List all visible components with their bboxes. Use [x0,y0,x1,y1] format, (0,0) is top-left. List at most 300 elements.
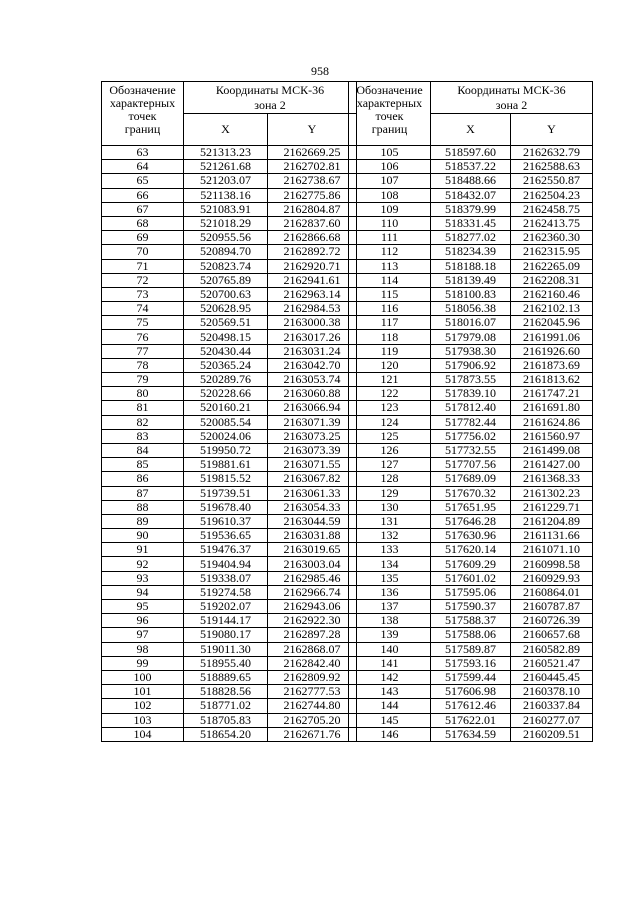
y-coordinate-cell: 2162868.07 [268,642,357,656]
point-number-cell: 77 [102,344,184,358]
point-number-cell: 84 [102,443,184,457]
table-row [349,543,593,557]
table-row [102,600,357,614]
x-coordinate-cell: 517601.02 [431,571,511,585]
table-row [349,571,593,585]
table-row [102,302,357,316]
y-coordinate-cell: 2161926.60 [511,344,593,358]
point-designation-header [349,82,431,146]
x-coordinate-cell: 521261.68 [184,160,268,174]
x-coordinate-cell: 520569.51 [184,316,268,330]
y-coordinate-cell: 2161368.33 [511,472,593,486]
point-number-cell: 124 [349,415,431,429]
x-coordinate-cell: 520955.56 [184,231,268,245]
point-number-cell: 134 [349,557,431,571]
point-number-cell: 79 [102,373,184,387]
table-row [102,174,357,188]
point-number-cell: 63 [102,146,184,160]
x-coordinate-cell: 517634.59 [431,727,511,741]
table-row [349,387,593,401]
y-coordinate-cell: 2161624.86 [511,415,593,429]
y-coordinate-cell: 2162705.20 [268,713,357,727]
y-coordinate-cell: 2162265.09 [511,259,593,273]
table-row [102,415,357,429]
y-coordinate-cell: 2163031.88 [268,529,357,543]
x-coordinate-cell: 519274.58 [184,585,268,599]
x-coordinate-cell: 517606.98 [431,685,511,699]
y-coordinate-cell: 2162504.23 [511,188,593,202]
table-row [349,202,593,216]
table-row [349,302,593,316]
point-number-cell: 114 [349,273,431,287]
y-coordinate-cell: 2162744.80 [268,699,357,713]
point-number-cell: 125 [349,429,431,443]
x-coordinate-cell: 517839.10 [431,387,511,401]
y-coordinate-cell: 2161691.80 [511,401,593,415]
x-coordinate-cell: 518277.02 [431,231,511,245]
point-number-cell: 146 [349,727,431,741]
x-coordinate-cell: 517707.56 [431,458,511,472]
table-row [102,514,357,528]
point-number-cell: 119 [349,344,431,358]
y-coordinate-cell: 2160445.45 [511,670,593,684]
table-row [102,557,357,571]
header-line: зона 2 [254,97,286,112]
x-coordinate-cell: 521138.16 [184,188,268,202]
y-coordinate-cell: 2163073.39 [268,443,357,457]
header-line: Координаты МСК-36 [457,82,566,97]
table-row [349,358,593,372]
x-coordinate-cell: 521083.91 [184,202,268,216]
y-coordinate-cell: 2160337.84 [511,699,593,713]
table-row [349,316,593,330]
table-row [349,656,593,670]
y-coordinate-cell: 2160998.58 [511,557,593,571]
y-coordinate-cell: 2162922.30 [268,614,357,628]
table-row [349,259,593,273]
y-coordinate-cell: 2163017.26 [268,330,357,344]
table-row [102,472,357,486]
point-number-cell: 139 [349,628,431,642]
table-row [349,500,593,514]
table-row [349,160,593,174]
header-line: Обозначение [356,83,423,97]
header-line: границ [371,122,408,136]
table-row [349,443,593,457]
table-row [102,231,357,245]
table-row [349,585,593,599]
x-coordinate-cell: 519202.07 [184,600,268,614]
point-number-cell: 99 [102,656,184,670]
x-coordinate-cell: 517612.46 [431,699,511,713]
x-coordinate-cell: 519815.52 [184,472,268,486]
y-coordinate-cell: 2162102.13 [511,302,593,316]
x-coordinate-cell: 520628.95 [184,302,268,316]
y-coordinate-cell: 2162897.28 [268,628,357,642]
y-coordinate-cell: 2163073.25 [268,429,357,443]
x-coordinate-cell: 517782.44 [431,415,511,429]
point-number-cell: 107 [349,174,431,188]
table-row [102,614,357,628]
table-row [102,387,357,401]
table-row [102,273,357,287]
point-number-cell: 90 [102,529,184,543]
x-coordinate-cell: 518056.38 [431,302,511,316]
y-coordinate-cell: 2162671.76 [268,727,357,741]
point-number-cell: 111 [349,231,431,245]
x-coordinate-cell: 517812.40 [431,401,511,415]
table-row [102,316,357,330]
y-coordinate-cell: 2160582.89 [511,642,593,656]
point-number-cell: 83 [102,429,184,443]
y-coordinate-cell: 2161813.62 [511,373,593,387]
x-coordinate-cell: 517588.37 [431,614,511,628]
y-coordinate-cell: 2162702.81 [268,160,357,174]
y-coordinate-cell: 2162809.92 [268,670,357,684]
y-coordinate-cell: 2161499.08 [511,443,593,457]
x-coordinate-cell: 519739.51 [184,486,268,500]
table-row [349,273,593,287]
point-number-cell: 92 [102,557,184,571]
header-line: границ [124,122,161,136]
y-coordinate-cell: 2160864.01 [511,585,593,599]
point-number-cell: 123 [349,401,431,415]
y-coordinate-cell: 2161229.71 [511,500,593,514]
x-coordinate-cell: 518705.83 [184,713,268,727]
point-number-cell: 81 [102,401,184,415]
table-row [349,231,593,245]
y-coordinate-cell: 2162632.79 [511,146,593,160]
x-coordinate-cell: 519338.07 [184,571,268,585]
y-coordinate-cell: 2162804.87 [268,202,357,216]
header-line: точек [375,109,404,123]
table-row [349,699,593,713]
point-number-cell: 100 [102,670,184,684]
point-number-cell: 86 [102,472,184,486]
table-row [349,514,593,528]
table-row [102,571,357,585]
x-coordinate-cell: 520160.21 [184,401,268,415]
point-number-cell: 113 [349,259,431,273]
x-coordinate-cell: 518331.45 [431,216,511,230]
x-coordinate-cell: 517630.96 [431,529,511,543]
x-coordinate-cell: 519144.17 [184,614,268,628]
x-coordinate-cell: 520823.74 [184,259,268,273]
x-header: X [431,114,511,146]
y-coordinate-cell: 2163071.39 [268,415,357,429]
table-row [349,628,593,642]
table-row [102,216,357,230]
y-coordinate-cell: 2162920.71 [268,259,357,273]
point-number-cell: 129 [349,486,431,500]
point-number-cell: 130 [349,500,431,514]
x-coordinate-cell: 517756.02 [431,429,511,443]
point-number-cell: 110 [349,216,431,230]
table-row [102,727,357,741]
table-row [349,216,593,230]
point-number-cell: 103 [102,713,184,727]
x-coordinate-cell: 517979.08 [431,330,511,344]
y-coordinate-cell: 2162413.75 [511,216,593,230]
point-number-cell: 78 [102,358,184,372]
point-number-cell: 115 [349,287,431,301]
point-number-cell: 89 [102,514,184,528]
point-number-cell: 74 [102,302,184,316]
y-coordinate-cell: 2162985.46 [268,571,357,585]
point-number-cell: 127 [349,458,431,472]
coordinates-table-right [348,81,593,742]
y-coordinate-cell: 2162315.95 [511,245,593,259]
coordinates-tables [101,81,592,821]
y-coordinate-cell: 2161071.10 [511,543,593,557]
y-coordinate-cell: 2162866.68 [268,231,357,245]
point-number-cell: 108 [349,188,431,202]
y-coordinate-cell: 2162963.14 [268,287,357,301]
point-number-cell: 75 [102,316,184,330]
header-line: Обозначение [109,83,176,97]
y-coordinate-cell: 2163019.65 [268,543,357,557]
coordinates-header [184,82,357,114]
table-row [349,600,593,614]
table-row [102,642,357,656]
point-number-cell: 94 [102,585,184,599]
table-row [349,429,593,443]
x-coordinate-cell: 520024.06 [184,429,268,443]
y-coordinate-cell: 2162360.30 [511,231,593,245]
y-coordinate-cell: 2161560.97 [511,429,593,443]
y-coordinate-cell: 2160787.87 [511,600,593,614]
y-coordinate-cell: 2163003.04 [268,557,357,571]
point-number-cell: 118 [349,330,431,344]
x-coordinate-cell: 519404.94 [184,557,268,571]
point-number-cell: 68 [102,216,184,230]
page-number: 958 [311,64,329,78]
point-number-cell: 137 [349,600,431,614]
point-number-cell: 102 [102,699,184,713]
x-coordinate-cell: 520700.63 [184,287,268,301]
y-coordinate-cell: 2162738.67 [268,174,357,188]
table-row [102,699,357,713]
y-coordinate-cell: 2161204.89 [511,514,593,528]
x-coordinate-cell: 520765.89 [184,273,268,287]
y-coordinate-cell: 2162837.60 [268,216,357,230]
x-coordinate-cell: 517589.87 [431,642,511,656]
point-number-cell: 135 [349,571,431,585]
table-row [349,188,593,202]
y-coordinate-cell: 2162458.75 [511,202,593,216]
table-row [349,458,593,472]
x-coordinate-cell: 517599.44 [431,670,511,684]
y-coordinate-cell: 2163067.82 [268,472,357,486]
x-coordinate-cell: 521018.29 [184,216,268,230]
table-row [102,443,357,457]
y-coordinate-cell: 2162777.53 [268,685,357,699]
point-number-cell: 121 [349,373,431,387]
point-number-cell: 136 [349,585,431,599]
x-coordinate-cell: 517732.55 [431,443,511,457]
y-coordinate-cell: 2161131.66 [511,529,593,543]
y-coordinate-cell: 2161873.69 [511,358,593,372]
header-line: точек [128,109,157,123]
table-row [102,670,357,684]
y-coordinate-cell: 2163000.38 [268,316,357,330]
x-coordinate-cell: 518955.40 [184,656,268,670]
table-row [102,713,357,727]
point-number-cell: 80 [102,387,184,401]
x-coordinate-cell: 518654.20 [184,727,268,741]
x-coordinate-cell: 521203.07 [184,174,268,188]
x-coordinate-cell: 519610.37 [184,514,268,528]
y-coordinate-cell: 2163071.55 [268,458,357,472]
y-coordinate-cell: 2160277.07 [511,713,593,727]
y-coordinate-cell: 2163031.24 [268,344,357,358]
x-coordinate-cell: 517651.95 [431,500,511,514]
header-line: характерных [109,96,176,110]
table-row [102,500,357,514]
table-row [102,245,357,259]
point-number-cell: 91 [102,543,184,557]
point-number-cell: 97 [102,628,184,642]
x-coordinate-cell: 520085.54 [184,415,268,429]
point-number-cell: 106 [349,160,431,174]
point-number-cell: 88 [102,500,184,514]
table-row [349,670,593,684]
point-number-cell: 93 [102,571,184,585]
table-row [102,685,357,699]
y-coordinate-cell: 2162775.86 [268,188,357,202]
table-row [349,415,593,429]
header-line: характерных [356,96,423,110]
y-coordinate-cell: 2162842.40 [268,656,357,670]
x-coordinate-cell: 518100.83 [431,287,511,301]
point-number-cell: 132 [349,529,431,543]
y-coordinate-cell: 2162160.46 [511,287,593,301]
y-coordinate-cell: 2162966.74 [268,585,357,599]
point-number-cell: 133 [349,543,431,557]
y-coordinate-cell: 2160209.51 [511,727,593,741]
y-coordinate-cell: 2160657.68 [511,628,593,642]
y-coordinate-cell: 2163053.74 [268,373,357,387]
table-row [349,330,593,344]
y-coordinate-cell: 2162941.61 [268,273,357,287]
point-number-cell: 105 [349,146,431,160]
point-number-cell: 65 [102,174,184,188]
point-number-cell: 69 [102,231,184,245]
point-number-cell: 73 [102,287,184,301]
point-number-cell: 131 [349,514,431,528]
y-coordinate-cell: 2161302.23 [511,486,593,500]
point-number-cell: 116 [349,302,431,316]
y-coordinate-cell: 2162208.31 [511,273,593,287]
x-coordinate-cell: 519080.17 [184,628,268,642]
point-number-cell: 141 [349,656,431,670]
table-row [349,529,593,543]
point-number-cell: 76 [102,330,184,344]
table-row [102,401,357,415]
table-row [349,146,593,160]
x-coordinate-cell: 517588.06 [431,628,511,642]
y-coordinate-cell: 2160929.93 [511,571,593,585]
point-number-cell: 126 [349,443,431,457]
x-coordinate-cell: 519011.30 [184,642,268,656]
table-row [102,656,357,670]
y-coordinate-cell: 2162669.25 [268,146,357,160]
y-coordinate-cell: 2163042.70 [268,358,357,372]
x-coordinate-cell: 518234.39 [431,245,511,259]
y-coordinate-cell: 2162984.53 [268,302,357,316]
x-coordinate-cell: 520289.76 [184,373,268,387]
table-row [102,188,357,202]
point-number-cell: 72 [102,273,184,287]
x-coordinate-cell: 519476.37 [184,543,268,557]
x-coordinate-cell: 517590.37 [431,600,511,614]
table-row [349,344,593,358]
y-coordinate-cell: 2161747.21 [511,387,593,401]
x-coordinate-cell: 517689.09 [431,472,511,486]
y-coordinate-cell: 2160726.39 [511,614,593,628]
x-coordinate-cell: 519950.72 [184,443,268,457]
x-coordinate-cell: 519678.40 [184,500,268,514]
y-coordinate-cell: 2162588.63 [511,160,593,174]
table-row [102,202,357,216]
x-coordinate-cell: 518188.18 [431,259,511,273]
point-number-cell: 64 [102,160,184,174]
point-number-cell: 128 [349,472,431,486]
x-coordinate-cell: 517873.55 [431,373,511,387]
y-coordinate-cell: 2163054.33 [268,500,357,514]
header-line: зона 2 [495,97,528,112]
table-row [349,713,593,727]
table-row [102,458,357,472]
x-coordinate-cell: 518828.56 [184,685,268,699]
point-number-cell: 143 [349,685,431,699]
table-row [349,174,593,188]
y-coordinate-cell: 2160521.47 [511,656,593,670]
point-number-cell: 109 [349,202,431,216]
x-coordinate-cell: 521313.23 [184,146,268,160]
point-number-cell: 96 [102,614,184,628]
x-coordinate-cell: 519536.65 [184,529,268,543]
y-header: Y [268,114,357,146]
x-coordinate-cell: 520498.15 [184,330,268,344]
table-row [349,287,593,301]
y-coordinate-cell: 2163060.88 [268,387,357,401]
y-coordinate-cell: 2162045.96 [511,316,593,330]
table-row [102,160,357,174]
point-number-cell: 67 [102,202,184,216]
x-coordinate-cell: 519881.61 [184,458,268,472]
point-number-cell: 66 [102,188,184,202]
y-coordinate-cell: 2162943.06 [268,600,357,614]
x-coordinate-cell: 520365.24 [184,358,268,372]
y-coordinate-cell: 2162550.87 [511,174,593,188]
x-coordinate-cell: 517938.30 [431,344,511,358]
point-number-cell: 138 [349,614,431,628]
point-number-cell: 112 [349,245,431,259]
table-row [102,628,357,642]
x-coordinate-cell: 517609.29 [431,557,511,571]
point-designation-header [102,82,184,146]
point-number-cell: 122 [349,387,431,401]
x-coordinate-cell: 520894.70 [184,245,268,259]
point-number-cell: 98 [102,642,184,656]
table-row [102,146,357,160]
table-row [102,543,357,557]
point-number-cell: 101 [102,685,184,699]
x-coordinate-cell: 520430.44 [184,344,268,358]
y-coordinate-cell: 2162892.72 [268,245,357,259]
table-row [102,358,357,372]
